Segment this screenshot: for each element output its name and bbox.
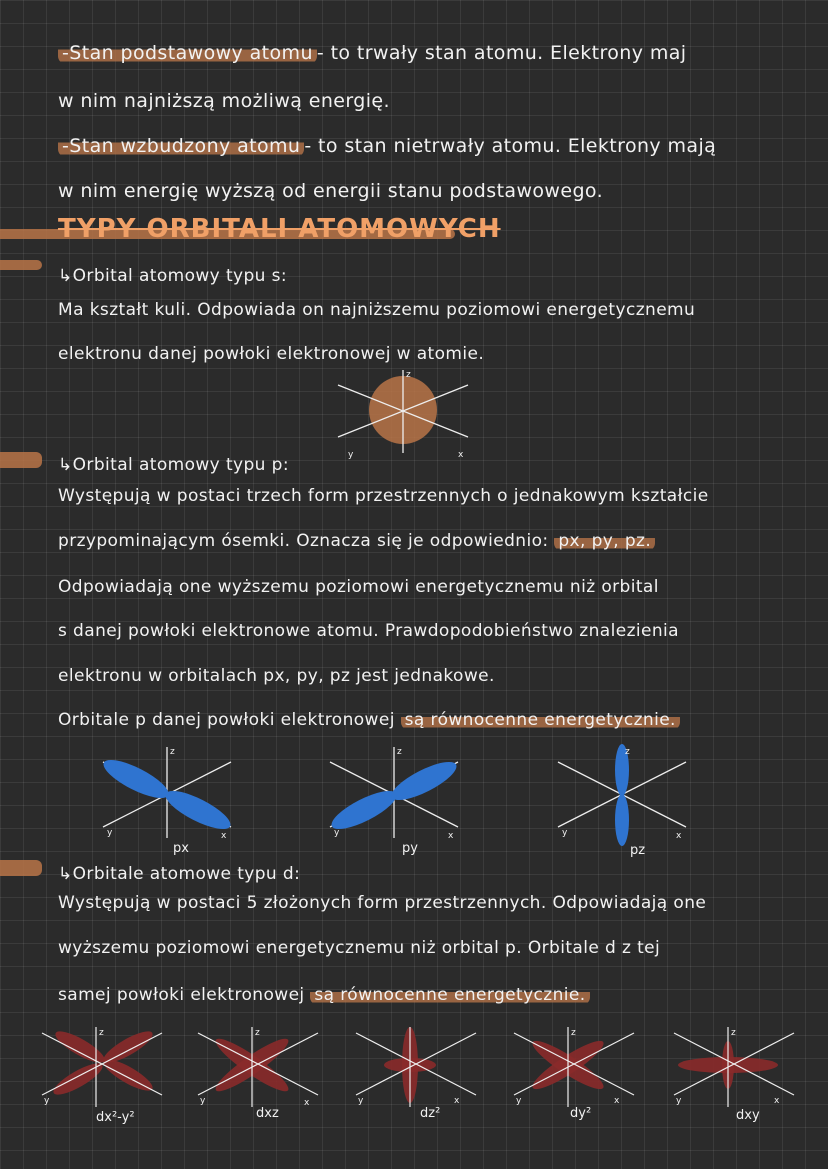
dy2-axis-y: y bbox=[516, 1096, 522, 1106]
dxz-label: dxz bbox=[256, 1106, 279, 1121]
s-axis-x: x bbox=[458, 450, 464, 460]
d-orbital-line-1: Występują w postaci 5 złożonych form przestrzennych. Odpowiadają one bbox=[58, 893, 707, 913]
px-orbital-diagram bbox=[95, 742, 240, 857]
dz2-orbital-diagram bbox=[352, 1025, 480, 1125]
dy2-orbital-diagram bbox=[510, 1025, 638, 1125]
section-stripe-d bbox=[0, 860, 42, 876]
section-heading: TYPY ORBITALI ATOMOWYCH bbox=[58, 214, 501, 244]
pz-lobe-2 bbox=[615, 794, 629, 846]
p-orbital-line-6 bbox=[58, 710, 680, 730]
p-orbital-line-3: Odpowiadają one wyższemu poziomowi energetycznemu niż orbital bbox=[58, 577, 659, 597]
dx2-axis-z: z bbox=[99, 1028, 104, 1038]
excited-state-term: -Stan wzbudzony atomu bbox=[58, 135, 304, 157]
s-orbital-line-2: elektronu danej powłoki elektronowej w atomie. bbox=[58, 344, 485, 364]
s-orbital-title: ↳Orbital atomowy typu s: bbox=[58, 266, 288, 286]
px-label: px bbox=[173, 841, 189, 856]
py-axis-z: z bbox=[397, 747, 402, 757]
p-orbital-line-4: s danej powłoki elektronowe atomu. Prawdopodobieństwo znalezienia bbox=[58, 621, 679, 641]
s-orbital-line-1: Ma kształt kuli. Odpowiada on najniższemu poziomowi energetycznemu bbox=[58, 300, 696, 320]
intro-line-4: w nim energię wyższą od energii stanu podstawowego. bbox=[58, 180, 604, 202]
s-orbital-diagram bbox=[330, 365, 480, 460]
px-axis-y: y bbox=[107, 828, 113, 838]
pz-axis-z: z bbox=[625, 747, 630, 757]
dxy-axis-y: y bbox=[676, 1096, 682, 1106]
dz2-label: dz² bbox=[420, 1106, 441, 1121]
p-orbital-line-5: elektronu w orbitalach px, py, pz jest jednakowe. bbox=[58, 666, 495, 686]
dxz-axis-x: x bbox=[304, 1098, 310, 1108]
p-orbital-title: ↳Orbital atomowy typu p: bbox=[58, 455, 289, 475]
d-orbital-line-3 bbox=[58, 985, 590, 1005]
px-axis-x: x bbox=[221, 831, 227, 841]
ground-state-term: -Stan podstawowy atomu bbox=[58, 42, 317, 64]
py-axis-y: y bbox=[334, 828, 340, 838]
dy2-axis-x: x bbox=[614, 1096, 620, 1106]
d-orbital-title: ↳Orbitale atomowe typu d: bbox=[58, 864, 301, 884]
pz-axis-y: y bbox=[562, 828, 568, 838]
p-orbital-line-2 bbox=[58, 531, 655, 551]
p-equivalence: są równocenne energetycznie. bbox=[401, 710, 680, 730]
py-label: py bbox=[402, 841, 418, 856]
dxy-axis-z: z bbox=[731, 1028, 736, 1038]
p-line-6-text: Orbitale p danej powłoki elektronowej bbox=[58, 710, 395, 730]
dx2-y2-orbital-diagram bbox=[38, 1025, 166, 1125]
dxy-orbital-diagram bbox=[670, 1025, 798, 1125]
d-equivalence: są równocenne energetycznie. bbox=[310, 985, 589, 1005]
px-lobe-2 bbox=[161, 784, 235, 836]
dy2-label: dy² bbox=[570, 1106, 592, 1121]
s-axis-y: y bbox=[348, 450, 354, 460]
intro-line-1 bbox=[58, 42, 686, 64]
p-orbital-line-1: Występują w postaci trzech form przestrzennych o jednakowym kształcie bbox=[58, 486, 709, 506]
intro-line-2: w nim najniższą możliwą energię. bbox=[58, 90, 390, 112]
dxy-label: dxy bbox=[736, 1108, 760, 1123]
section-stripe-p bbox=[0, 452, 42, 468]
dy2-axis-z: z bbox=[571, 1028, 576, 1038]
dz2-axis-x: x bbox=[454, 1096, 460, 1106]
excited-state-definition: - to stan nietrwały atomu. Elektrony mają bbox=[304, 135, 717, 157]
py-orbital-diagram bbox=[322, 742, 467, 857]
s-axis-z: z bbox=[406, 370, 411, 380]
pz-axis-x: x bbox=[676, 831, 682, 841]
intro-line-3 bbox=[58, 135, 716, 157]
d-line-3-text: samej powłoki elektronowej bbox=[58, 985, 305, 1005]
dxz-orbital-diagram bbox=[194, 1025, 322, 1125]
py-lobe-1 bbox=[387, 755, 461, 807]
dx2-y2-label: dx²-y² bbox=[96, 1110, 135, 1125]
dx2-axis-y: y bbox=[44, 1096, 50, 1106]
p-symbols: px, py, pz. bbox=[554, 531, 655, 551]
d-orbital-line-2: wyższemu poziomowi energetycznemu niż orbital p. Orbitale d z tej bbox=[58, 938, 661, 958]
p-line-2-text: przypominającym ósemki. Oznacza się je odpowiednio: bbox=[58, 531, 549, 551]
py-axis-x: x bbox=[448, 831, 454, 841]
dxz-axis-y: y bbox=[200, 1096, 206, 1106]
pz-label: pz bbox=[630, 843, 646, 857]
pz-orbital-diagram bbox=[550, 742, 695, 857]
ground-state-definition: - to trwały stan atomu. Elektrony maj bbox=[316, 42, 687, 64]
dz2-axis-y: y bbox=[358, 1096, 364, 1106]
dxz-axis-z: z bbox=[255, 1028, 260, 1038]
px-axis-z: z bbox=[170, 747, 175, 757]
dxy-axis-x: x bbox=[774, 1096, 780, 1106]
section-stripe-s bbox=[0, 260, 42, 270]
px-lobe-1 bbox=[99, 753, 173, 805]
